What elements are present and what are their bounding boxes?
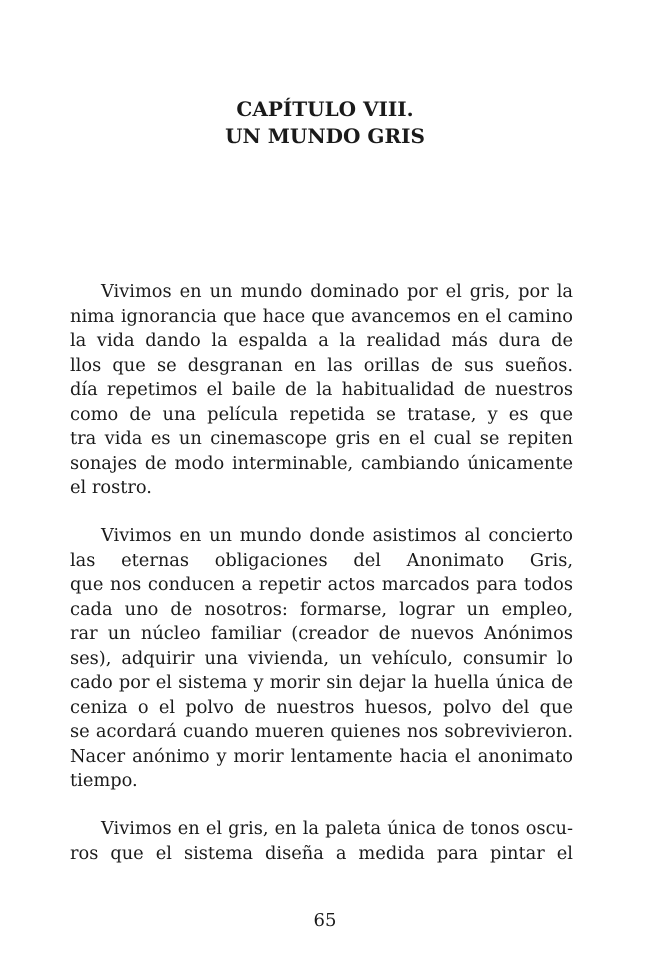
paragraph-1 xyxy=(70,280,573,501)
chapter-number: CAPÍTULO VIII. xyxy=(236,97,414,121)
paragraph-line: rar un núcleo familiar (creador de nuevos Anónimos xyxy=(70,623,573,644)
paragraph-line: día repetimos el baile de la habitualidad de nuestros xyxy=(70,379,573,400)
chapter-title: UN MUNDO GRIS xyxy=(225,124,425,148)
page-number: 65 xyxy=(313,910,337,931)
paragraph-line: tiempo. xyxy=(70,770,138,791)
paragraph-line: las eternas obligaciones del Anonimato Gris, xyxy=(70,549,573,571)
paragraph-3 xyxy=(70,817,573,866)
paragraph-line: Vivimos en un mundo dominado por el gris, por la xyxy=(101,281,573,302)
paragraph-line: que nos conducen a repetir actos marcados para todos xyxy=(70,574,573,595)
paragraph-line: cada uno de nosotros: formarse, lograr un empleo, xyxy=(70,598,573,620)
paragraph-2 xyxy=(70,524,573,794)
paragraph-line: la vida dando la espalda a la realidad más dura de xyxy=(70,330,573,351)
paragraph-line: el rostro. xyxy=(70,477,152,498)
paragraph-line: Nacer anónimo y morir lentamente hacia el anonimato xyxy=(70,745,573,767)
paragraph-line: Vivimos en el gris, en la paleta única de tonos oscu- xyxy=(101,818,573,839)
paragraph-line: ceniza o el polvo de nuestros huesos, polvo del que xyxy=(70,696,573,718)
paragraph-line: cado por el sistema y morir sin dejar la huella única de xyxy=(70,672,573,693)
paragraph-line: Vivimos en un mundo donde asistimos al concierto xyxy=(101,525,573,546)
paragraph-line: se acordará cuando mueren quienes nos sobrevivieron. xyxy=(70,721,573,742)
paragraph-line: ros que el sistema diseña a medida para pintar el xyxy=(70,842,573,864)
paragraph-line: como de una película repetida se tratase, y es que xyxy=(70,403,573,425)
paragraph-line: sonajes de modo interminable, cambiando únicamente xyxy=(70,452,573,474)
paragraph-line: ses), adquirir una vivienda, un vehículo, consumir lo xyxy=(70,647,573,669)
paragraph-line: tra vida es un cinemascope gris en el cual se repiten xyxy=(70,428,573,449)
paragraph-line: llos que se desgranan en las orillas de sus sueños. xyxy=(70,354,573,376)
paragraph-line: nima ignorancia que hace que avancemos en el camino xyxy=(70,305,573,327)
